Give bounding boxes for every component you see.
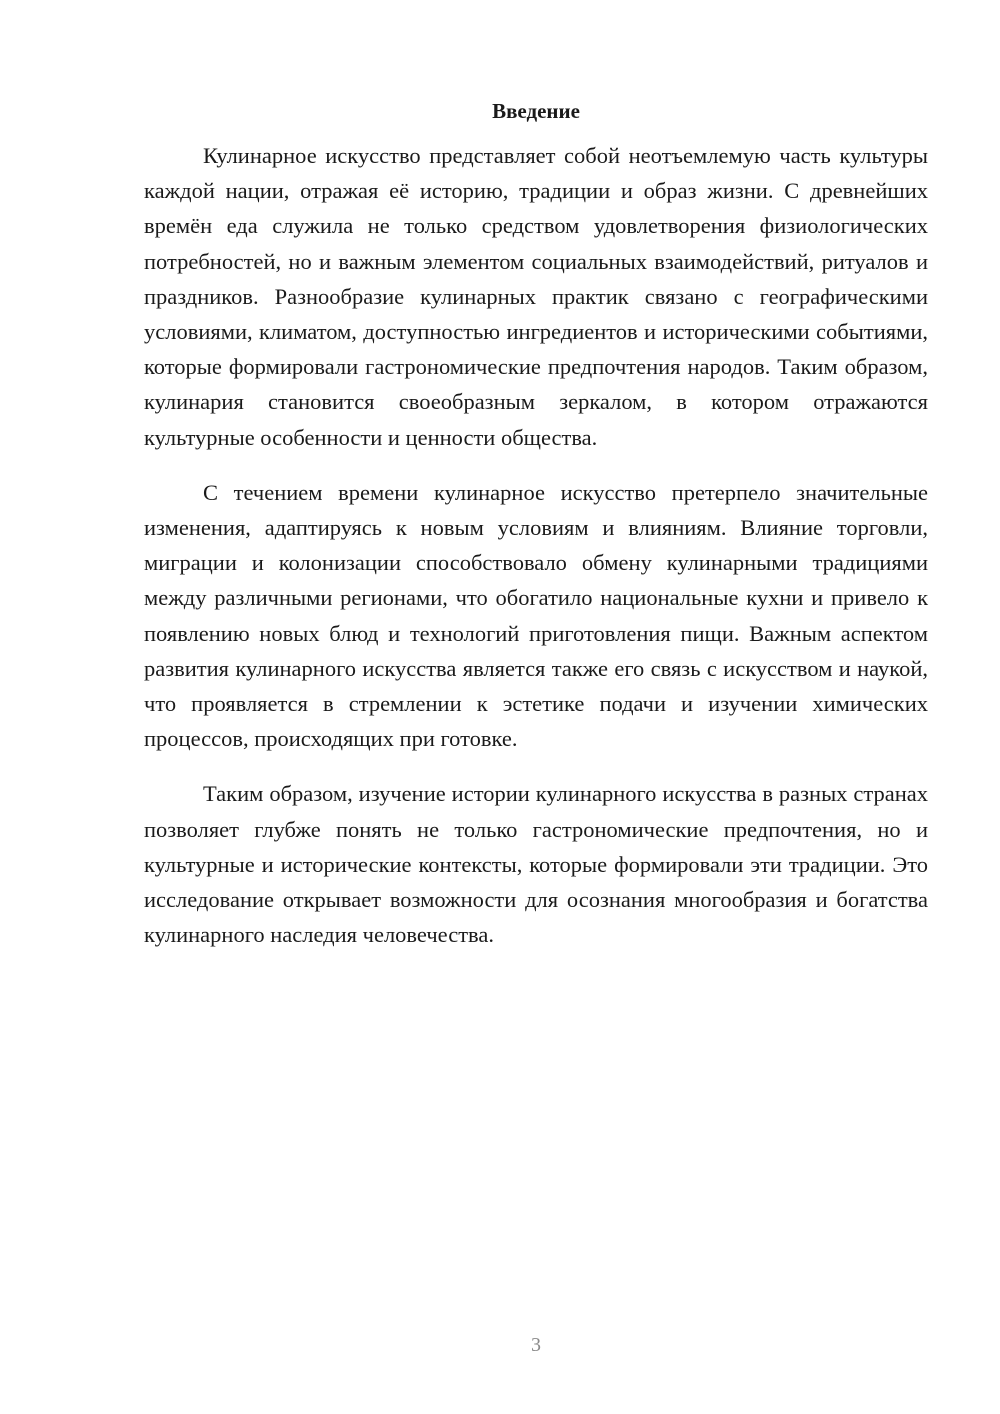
page-content — [144, 96, 928, 972]
paragraph-2: С течением времени кулинарное искусство претерпело значительные изменения, адаптируясь к новым условиям и влияниям. Влияние торговли, миграции и колонизации способствовало обмену кулинарными традициями между различными регионами, что обогатило национальные кухни и привело к появлению новых блюд и технологий приготовления пищи. Важным аспектом развития кулинарного искусства является также его связь с искусством и наукой, что проявляется в стремлении к эстетике подачи и изучении химических процессов, происходящих при готовке. — [144, 479, 928, 752]
page-number: 3 — [531, 1334, 541, 1356]
paragraph-1: Кулинарное искусство представляет собой неотъемлемую часть культуры каждой нации, отражая её историю, традиции и образ жизни. С древнейших времён еда служила не только средством удовлетворения физиологических потребностей, но и важным элементом социальных взаимодействий, ритуалов и праздников. Разнообразие кулинарных практик связано с географическими условиями, климатом, доступностью ингредиентов и историческими событиями, которые формировали гастрономические предпочтения народов. Таким образом, кулинария становится своеобразным зеркалом, в котором отражаются культурные особенности и ценности общества. — [144, 143, 928, 450]
paragraph-3: Таким образом, изучение истории кулинарного искусства в разных странах позволяет глубже понять не только гастрономические предпочтения, но и культурные и исторические контексты, которые формировали эти традиции. Это исследование открывает возможности для осознания многообразия и богатства кулинарного наследия человечества. — [144, 781, 928, 948]
section-heading: Введение — [492, 99, 580, 123]
